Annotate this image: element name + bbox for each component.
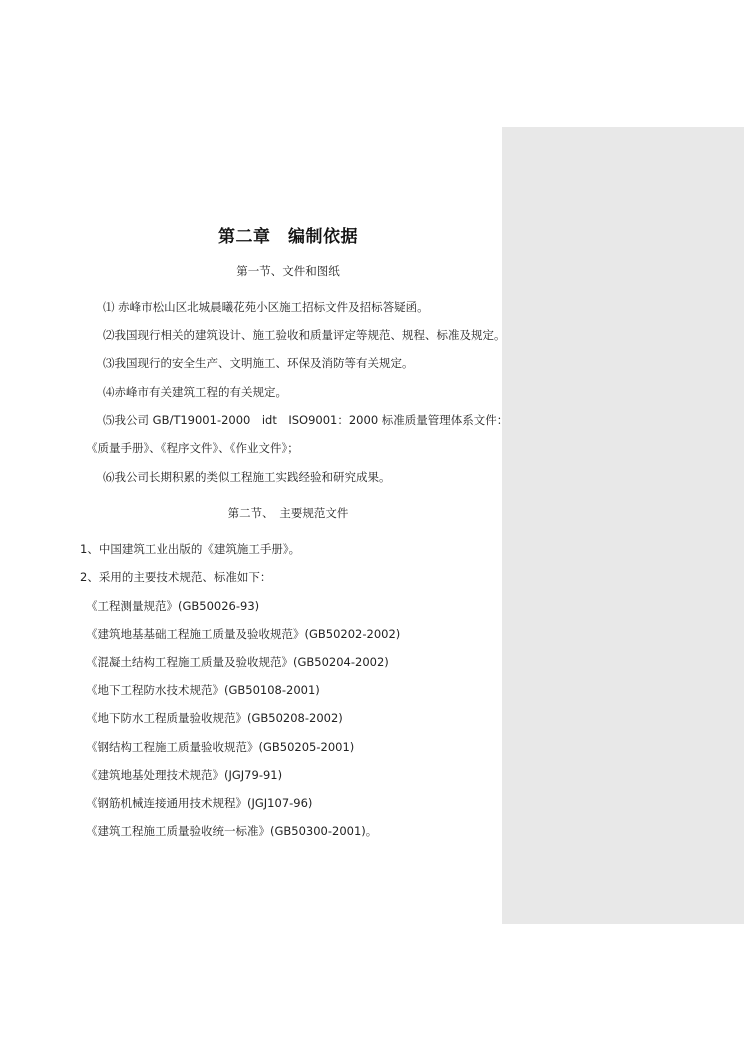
standard-item: 《工程测量规范》(GB50026-93): [86, 599, 260, 613]
list-item: 1、中国建筑工业出版的《建筑施工手册》。: [80, 542, 301, 556]
paragraph-5-continued: 《质量手册》、《程序文件》、《作业文件》；: [86, 441, 299, 455]
paragraph-4: ⑷赤峰市有关建筑工程的有关规定。: [103, 385, 287, 399]
list-item: 2、采用的主要技术规范、标准如下：: [80, 570, 272, 584]
standard-item: 《建筑地基处理技术规范》(JGJ79-91): [86, 768, 283, 782]
chapter-title: 第二章 编制依据: [218, 227, 358, 247]
paragraph-1: ⑴ 赤峰市松山区北城晨曦花苑小区施工招标文件及招标答疑函。: [103, 300, 429, 314]
standard-item: 《建筑工程施工质量验收统一标准》(GB50300-2001)。: [86, 824, 378, 838]
paragraph-5: ⑸我公司 GB/T19001-2000 idt ISO9001：2000 标准质量管理体系文件：: [103, 413, 509, 427]
standard-item: 《建筑地基基础工程施工质量及验收规范》(GB50202-2002): [86, 627, 401, 641]
section-title-1: 第一节、文件和图纸: [236, 264, 340, 278]
paragraph-6: ⑹我公司长期积累的类似工程施工实践经验和研究成果。: [103, 470, 391, 484]
standard-item: 《钢结构工程施工质量验收规范》(GB50205-2001): [86, 740, 355, 754]
standard-item: 《钢筋机械连接通用技术规程》(JGJ107-96): [86, 796, 313, 810]
standard-item: 《混凝土结构工程施工质量及验收规范》(GB50204-2002): [86, 655, 389, 669]
section-title-2: 第二节、 主要规范文件: [227, 506, 349, 520]
paragraph-2: ⑵我国现行相关的建筑设计、施工验收和质量评定等规范、规程、标准及规定。: [103, 328, 506, 342]
standard-item: 《地下防水工程质量验收规范》(GB50208-2002): [86, 711, 343, 725]
standard-item: 《地下工程防水技术规范》(GB50108-2001): [86, 683, 320, 697]
paragraph-3: ⑶我国现行的安全生产、文明施工、环保及消防等有关规定。: [103, 356, 414, 370]
